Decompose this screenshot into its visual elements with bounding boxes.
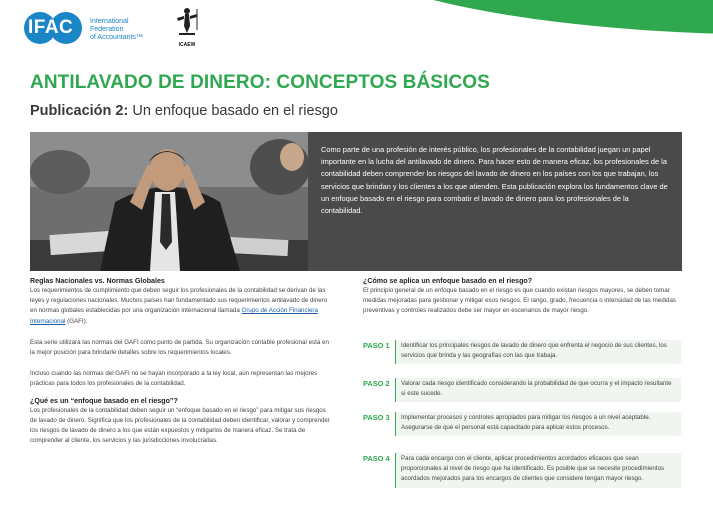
step-2 [363,378,681,402]
ifac-logo [24,8,143,48]
stressed-businessman-illustration [30,132,308,271]
intro-box [308,132,682,271]
right-column [363,277,683,317]
ifac-logo-mark [24,8,86,48]
section-heading-apply: ¿Cómo se aplica un enfoque basado en el riesgo? [363,277,533,285]
step-3 [363,412,681,436]
step-text: Valorar cada riesgo identificado considerando la probabilidad de que ocurra y el impacto resultante si este sucede. [395,378,681,402]
paragraph-series: Esta serie utilizará las normas del GAFI como punto de partida. Su organización contable profesional está en la mejor posición para brindarle detalles sobre los requerimientos locales. [30,338,329,357]
subtitle-text: Un enfoque basado en el riesgo [128,103,338,119]
icaew-crest-icon [173,6,201,36]
step-label: PASO 4 [363,454,390,463]
paragraph-principle: El principio general de un enfoque basado en el riesgo es que cuando existan riesgos mayores, se deben tomar medidas mejoradas para gestionar y mitigar esos riesgos. El rango, grado, frecuencia o intensidad de las medidas preventivas y controles realizados debe ser mayor en escenarios de mayor riesgo. [363,287,676,315]
ifac-name: International Federation of Accountants™ [90,18,143,41]
gafi-link[interactable]: Grupo de Acción Financiera Internacional [30,307,318,325]
subtitle-label: Publicación 2: [30,103,129,119]
paragraph-requirements: Los requerimientos de cumplimiento que deben seguir los profesionales de la contabilidad se derivan de las leyes y regulaciones nacionales. Muchos países han fundamentado sus requerimientos antilavado de dinero en normas globales establecidas por una organización internacional llamada Grupo de Acción Financiera Internacional (GAFI). [30,287,328,325]
step-1 [363,340,681,364]
page-title: ANTILAVADO DE DINERO: CONCEPTOS BÁSICOS [30,72,490,93]
intro-text: Como parte de una profesión de interés público, los profesionales de la contabilidad juegan un papel importante en la lucha del antilavado de dinero. Para hacer esto de manera eficaz, los profesionales de la contabilidad deben comprender los riesgos del lavado de dinero en los países con los que trabajan, los servicios que brindan y los clientes a los que atienden. Esta publicación explora los fundamentos clave de un enfoque basado en el riesgo para combatir el lavado de dinero para los profesionales de la contabilidad. [321,145,668,216]
cover-photo [30,132,308,271]
icaew-label: ICAEW [178,42,196,48]
header-decoration [330,0,713,35]
step-text: Implementar procesos y controles apropiados para mitigar los riesgos a un nivel aceptable. Asegurarse de que el personal está capacitado para aplicar estos procesos. [395,412,681,436]
section-heading-risk-approach: ¿Qué es un “enfoque basado en el riesgo”? [30,396,178,405]
paragraph-risk-approach: Los profesionales de la contabilidad deben seguir un “enfoque basado en el riesgo” para mitigar sus riesgos de lavado de dinero. Significa que los profesionales de la contabilidad deben identificar, valorar y comprender los riesgos de lavado de dinero a los que están expuestos y mitigarlos de manera eficaz. Se trata de comprender al cliente, los servicios y las jurisdicciones involucradas. [30,406,330,445]
section-heading-rules: Reglas Nacionales vs. Normas Globales [30,277,165,285]
page-subtitle [30,103,338,119]
left-column [30,277,330,457]
icaew-logo [172,6,202,48]
step-text: Para cada encargo con el cliente, aplicar procedimientos acordados eficaces que sean proporcionales al nivel de riesgo que ha identificado. Es posible que se necesite procedimientos acordados mejorados para los encargos de clientes que considere tengan mayor riesgo. [395,453,681,488]
ifac-letters: IFAC [28,17,74,38]
step-4 [363,453,681,488]
paragraph-best-practices: Incluso cuando las normas del GAFI no se hayan incorporado a la ley local, aún representan las mejores prácticas para todos los profesionales de la contabilidad. [30,370,318,388]
step-label: PASO 3 [363,413,390,422]
step-text: Identificar los principales riesgos de lavado de dinero que enfrenta el negocio de sus clientes, los servicios que brinda y las geografías con las que trabaja. [395,340,681,364]
step-label: PASO 1 [363,341,390,350]
step-label: PASO 2 [363,379,390,388]
